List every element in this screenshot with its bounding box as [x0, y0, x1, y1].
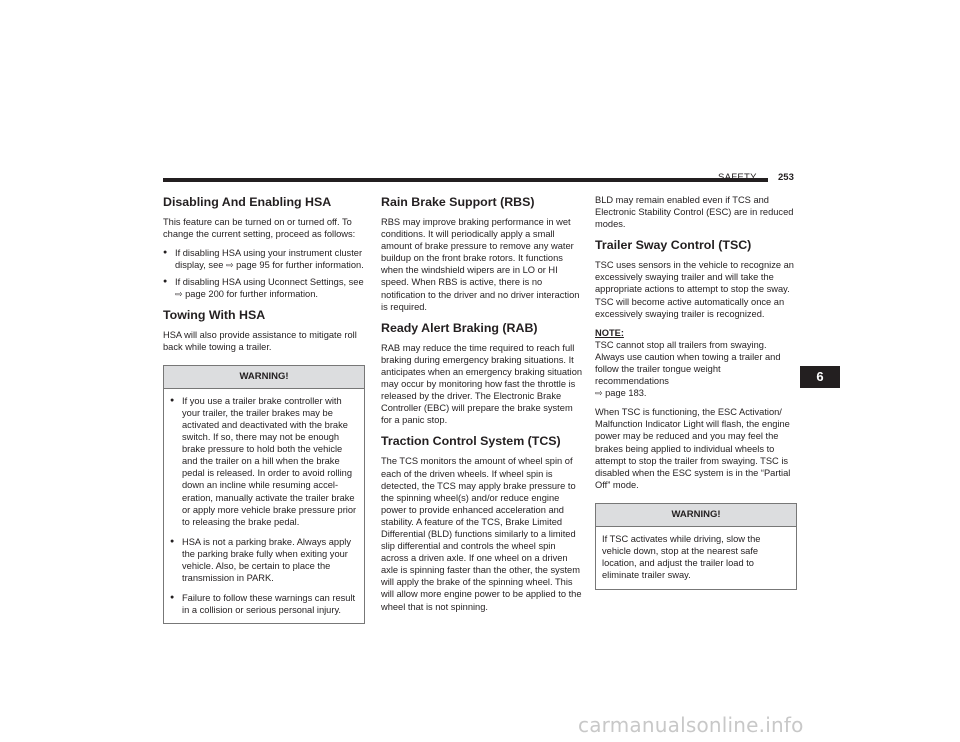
heading-tsc: Trailer Sway Control (TSC) — [595, 238, 752, 253]
paragraph-towing-hsa: HSA will also provide assistance to mitigate roll back while towing a trailer. — [163, 329, 357, 352]
warning-title: WARNING! — [596, 504, 796, 527]
column-2 — [381, 194, 583, 620]
chapter-tab: 6 — [800, 366, 840, 388]
list-item: ● Failure to follow these warnings can result in a collision or serious personal injury. — [170, 592, 358, 616]
paragraph-rbs: RBS may improve braking performance in wet conditions. It will periodically apply a small amount of brake pressure to remove any water buildup on the front brake rotors. It functions when the windshield wipers are in LO or HI speed. When RBS is active, there is no notification to the driver and no driver interaction is required. — [381, 217, 580, 312]
paragraph-tsc-active: When TSC is functioning, the ESC Activation/ Malfunction Indicator Light will flash, the engine power may be reduced and you may feel the brakes being applied to individual wheels to attempt to stop the trailer from swaying. TSC is disabled when the ESC system is in the “Partial Off” mode. — [595, 407, 791, 490]
heading-towing-hsa: Towing With HSA — [163, 307, 266, 322]
page-link[interactable]: page 200 for further information. — [185, 289, 318, 300]
warning-box — [595, 503, 797, 590]
header-rule — [163, 178, 768, 182]
note-label: NOTE: — [595, 327, 624, 338]
warning-body — [596, 527, 796, 589]
page-number: 253 — [778, 172, 794, 183]
list-item: ● If disabling HSA using your instrument cluster display, see ⇨ page 95 for further information. — [163, 247, 365, 271]
heading-rbs: Rain Brake Support (RBS) — [381, 195, 535, 209]
section-title: SAFETY — [718, 172, 757, 183]
warning-body — [164, 389, 364, 624]
paragraph-tcs: The TCS monitors the amount of wheel spin of each of the driven wheels. If wheel spin is detected, the TCS may apply brake pressure to the spinning wheel(s) and/or reduce engine power to provide enhanced acceleration and stability. A feature of the TCS, Brake Limited Differential (BLD) functions similarly to a limited slip differential and controls the wheel spin across a driven axle. If one wheel on a driven axle is spinning faster than the other, the system will apply the brake of the spinning wheel. This will allow more engine power to be applied to the wheel that is not spinning. — [381, 456, 582, 612]
heading-tcs: Traction Control System (TCS) — [381, 434, 561, 449]
note-text: TSC cannot stop all trailers from swaying. Always use caution when towing a trailer and follow the trailer tongue weight recommendations ⇨ page 183. — [595, 339, 781, 399]
list-item: ● If you use a trailer brake controller with your trailer, the trailer brakes may be activated and deactivated with the brake switch. If so, there may not be enough brake pressure to hold both the vehicle and the trailer on a hill when the brake pedal is released. In order to avoid rolling down an incline while resuming accel-eration, manually activate the trailer brake or apply more vehicle brake pressure prior to releasing the brake pedal. — [170, 395, 358, 528]
warning-title: WARNING! — [164, 366, 364, 389]
paragraph-bld: BLD may remain enabled even if TCS and Electronic Stability Control (ESC) are in reduced modes. — [595, 195, 794, 230]
page-ref-arrow-icon: ⇨ — [226, 260, 234, 271]
column-3 — [595, 194, 797, 590]
page-link[interactable]: page 95 for further information. — [236, 260, 364, 271]
page-ref-arrow-icon: ⇨ — [175, 289, 183, 300]
bullet-list-disabling — [163, 247, 365, 300]
watermark: carmanualsonline.info — [578, 713, 804, 737]
paragraph-disabling-hsa: This feature can be turned on or turned off. To change the current setting, proceed as follows: — [163, 217, 356, 240]
paragraph-tsc: TSC uses sensors in the vehicle to recognize an excessively swaying trailer and will take the appropriate actions to attempt to stop the sway. TSC will become active automatically once an excessively swaying trailer is recognized. — [595, 260, 794, 319]
heading-rab: Ready Alert Braking (RAB) — [381, 320, 538, 335]
warning-text: If TSC activates while driving, slow the vehicle down, stop at the nearest safe location, and adjust the trailer load to eliminate trailer sway. — [602, 533, 761, 581]
list-item: ● If disabling HSA using Uconnect Settings, see ⇨ page 200 for further information. — [163, 276, 365, 300]
warning-list — [170, 395, 358, 617]
page-link[interactable]: page 183. — [605, 388, 647, 399]
running-head — [700, 171, 798, 185]
page-ref-arrow-icon: ⇨ — [595, 388, 603, 399]
paragraph-rab: RAB may reduce the time required to reach full braking during emergency braking situations. It anticipates when an emergency braking situation may occur by monitoring how fast the throttle is released by the driver. The Electronic Brake Controller (EBC) will prepare the brake system for a panic stop. — [381, 342, 583, 426]
column-1 — [163, 194, 365, 624]
list-item: ● HSA is not a parking brake. Always apply the parking brake fully when exiting your vehicle. Also, be certain to place the transmission in PARK. — [170, 536, 358, 584]
heading-disabling-hsa: Disabling And Enabling HSA — [163, 195, 332, 209]
warning-box — [163, 365, 365, 625]
